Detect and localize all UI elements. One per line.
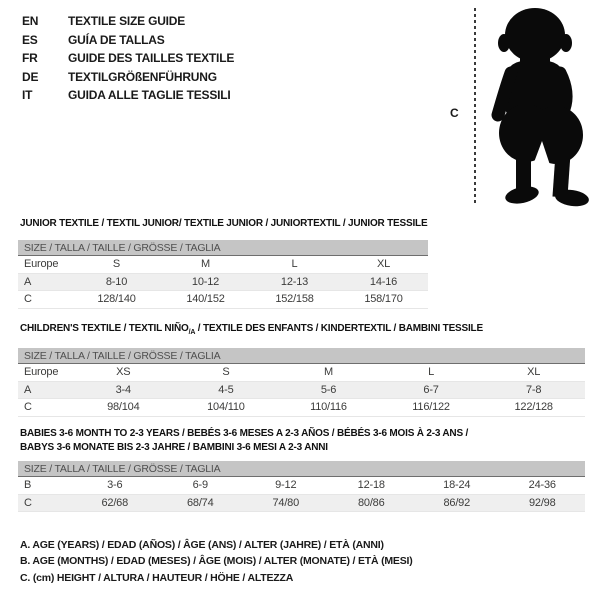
junior-size-table [18,240,428,309]
lang-row-it [22,86,234,105]
babies-title-line1: BABIES 3-6 MONTH TO 2-3 YEARS / BEBÉS 3-6 MESES A 2-3 AÑOS / BÉBÉS 3-6 MOIS À 2-3 ANS / [20,428,469,439]
size-cell: 74/80 [272,496,300,509]
lang-title: GUIDE DES TAILLES TEXTILE [68,51,235,66]
note-height-cm: C. (cm) HEIGHT / ALTURA / HAUTEUR / HÖHE / ALTEZZA [20,571,294,584]
size-cell: 3-4 [115,383,131,396]
size-cell: 5-6 [320,383,337,396]
row-label: A [24,383,32,396]
lang-code: ES [22,32,38,47]
table-row [18,256,428,274]
babies-title-line2: BABYS 3-6 MONATE BIS 2-3 JAHRE / BAMBINI 3-6 MESI A 2-3 ANNI [20,442,328,453]
size-cell: 62/68 [101,496,129,509]
size-cell: L [291,258,298,270]
size-cell: S [112,258,121,270]
babies-table-title [20,427,468,455]
size-cell: M [324,366,333,378]
row-label: A [24,275,32,288]
size-cell: 24-36 [528,479,556,491]
size-cell: 122/128 [514,401,553,413]
size-cell: 140/152 [186,293,225,305]
size-cell: 116/122 [412,401,450,413]
size-cell: L [428,366,435,378]
size-cell: 68/74 [186,496,214,509]
size-cell: 4-5 [218,383,234,396]
language-legend [22,12,234,105]
size-cell: 8-10 [105,275,128,288]
size-cell: 9-12 [275,479,297,491]
table-row [18,291,428,309]
lang-code: FR [22,51,38,66]
lang-row-en [22,12,234,31]
lang-row-fr [22,49,234,68]
lang-title: GUÍA DE TALLAS [68,32,165,47]
size-cell: 86/92 [443,496,471,509]
lang-title: GUIDA ALLE TAGLIE TESSILI [68,88,231,103]
size-cell: 6-7 [423,383,439,396]
note-age-months: B. AGE (MONTHS) / EDAD (MESES) / ÂGE (MOIS) / ALTER (MONATE) / ETÀ (MESI) [20,555,413,568]
row-label: Europe [24,258,59,270]
size-cell: 158/170 [364,293,403,305]
lang-row-es [22,31,234,50]
children-title-prefix: CHILDREN'S TEXTILE / TEXTIL NIÑO [20,323,189,334]
children-title-suffix: / TEXTILE DES ENFANTS / KINDERTEXTIL / BAMBINI TESSILE [195,323,483,334]
table-row [18,399,585,417]
row-label: C [24,401,32,413]
junior-table-title: JUNIOR TEXTILE / TEXTIL JUNIOR/ TEXTILE JUNIOR / JUNIORTEXTIL / JUNIOR TESSILE [20,218,428,229]
lang-code: DE [22,69,39,84]
size-cell: 12-18 [357,479,385,491]
lang-code: EN [22,14,39,28]
table-row [18,364,585,382]
size-cell: 7-8 [526,383,542,396]
size-cell: M [201,258,210,270]
size-cell: 3-6 [107,479,123,491]
size-cell: XL [376,258,391,270]
size-cell: S [222,366,230,378]
size-cell: 80/86 [357,496,385,509]
table-row [18,274,428,292]
size-cell: 14-16 [369,275,398,288]
children-table-title [20,322,483,340]
table-row [18,477,585,495]
size-cell: 104/110 [207,401,245,413]
children-size-table [18,348,585,417]
lang-title: TEXTILGRÖßENFÜHRUNG [68,69,217,84]
size-cell: 12-13 [280,275,309,288]
children-title-subscript: /A [188,329,196,336]
lang-code: IT [22,88,33,103]
size-cell: 98/104 [107,401,140,413]
babies-size-table [18,461,585,512]
size-header-bar: SIZE / TALLA / TAILLE / GRÖSSE / TAGLIA [18,461,585,477]
size-header-bar: SIZE / TALLA / TAILLE / GRÖSSE / TAGLIA [18,348,585,364]
size-cell: XL [527,366,541,378]
row-label: C [24,293,32,305]
row-label: B [24,479,32,491]
lang-title: TEXTILE SIZE GUIDE [68,14,186,28]
size-cell: XS [116,366,131,378]
size-header-bar: SIZE / TALLA / TAILLE / GRÖSSE / TAGLIA [18,240,428,256]
size-cell: 152/158 [275,293,314,305]
row-label: Europe [24,366,59,378]
row-label: C [24,496,32,509]
height-measure-dotted-line [474,8,476,206]
size-cell: 10-12 [191,275,220,288]
lang-row-de [22,68,234,87]
note-age-years: A. AGE (YEARS) / EDAD (AÑOS) / ÂGE (ANS) / ALTER (JAHRE) / ETÀ (ANNI) [20,539,384,551]
baby-silhouette [480,5,600,207]
size-cell: 128/140 [97,293,136,305]
table-row [18,382,585,400]
size-cell: 18-24 [443,479,471,491]
size-cell: 6-9 [192,479,208,491]
table-row [18,495,585,513]
size-cell: 110/116 [310,401,347,413]
legend-notes [20,537,413,586]
measure-label-c: C [450,106,459,120]
size-cell: 92/98 [528,496,556,509]
